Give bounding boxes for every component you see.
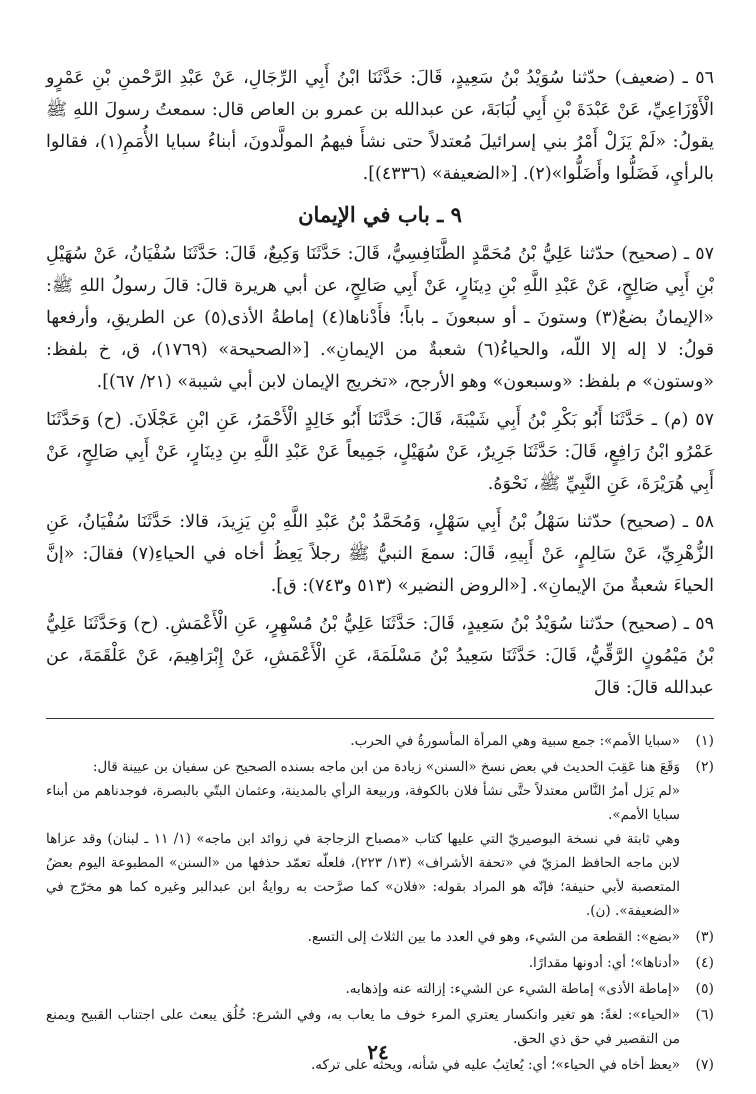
footnote-number: (٦) bbox=[695, 1007, 714, 1023]
footnote-text: «إماطة الأذى» إماطة الشيء عن الشيء: إزالته عنه وإذهابه. bbox=[345, 981, 680, 997]
footnote-2 bbox=[46, 755, 714, 923]
footnote-number: (٧) bbox=[695, 1057, 714, 1073]
footnote-text: وهي ثابتة في نسخة البوصيريّ التي عليها كتاب «مصباح الزجاجة في زوائد ابن ماجه» (١/ ١١ ـ لبنان) وقد عزاها لابن ماجه الحافظ المزيّ في «تحفة الأشراف» (١٣/ ٢٢٣)، فلعلّه تعمّد حذفها من «السنن» المطبوعة اليوم بعضُ المتعصبة لأبي حنيفة؛ فإنّه هو المراد بقوله: «فلان» كما صرَّحت به روايةُ ابن عبدالبر وغيره كما هو مخرّج في «الضعيفة». (ن). bbox=[46, 831, 681, 919]
footnote-text: وَقَعَ هنا عَقِبَ الحديث في بعض نسخ «السنن» زيادة من ابن ماجه بسنده الصحيح عن سفيان بن عيينة قال: bbox=[92, 759, 680, 775]
footnote-text: «يعظ أخاه في الحياء»؛ أي: يُعاتِبُ عليه في شأنه، ويحثه على تركه. bbox=[310, 1057, 680, 1073]
footnote-text: «سبايا الأمم»: جمع سبية وهي المرأة المأسورةُ في الحرب. bbox=[350, 733, 680, 749]
footnote-number: (٥) bbox=[695, 981, 714, 997]
hadith-56: ٥٦ ـ (ضعيف) حدّثنا سُوَيْدُ بْنُ سَعِيدٍ، قَالَ: حَدَّثَنَا ابْنُ أَبِي الرِّجَالِ، عَنْ عَبْدِ الرَّحْمنِ بْنِ عَمْرٍو الْأَوْزَاعِيِّ، عَنْ عَبْدَةَ بْنِ أَبِي لُبَابَةَ، عن عبدالله بن عمرو بن العاص قال: سمعتُ رسولَ اللهِ ﷺ يقولُ: «لَمْ يَزَلْ أَمْرُ بني إسرائيلَ مُعتدلاً حتى نشأَ فيهمُ المولَّدونَ، أبناءُ سبايا الأُمَمِ(١)، فقالوا بالرأيِ، فَضَلُّوا وأَضَلُّوا»(٢). [«الضعيفة» (٤٣٣٦)]. bbox=[46, 68, 714, 184]
hadith-57-m: ٥٧ (م) ـ حَدَّثَنَا أَبُو بَكْرِ بْنُ أَبِي شَيْبَةَ، قَالَ: حَدَّثَنَا أَبُو خَالِدٍ الْأَحْمَرُ، عَنِ ابْنِ عَجْلَانَ. (ح) وَحَدَّثَنَا عَمْرُو ابْنُ رَافِعٍ، قَالَ: حَدَّثَنَا جَرِيرٌ، عَنْ سُهَيْلٍ، جَمِيعاً عَنْ عَبْدِ اللَّهِ بنِ دِينَارٍ، عَنْ أَبِي صَالِحٍ، عَنْ أَبِي هُرَيْرَةَ، عَنِ النَّبِيِّ ﷺ، نَحْوَهُ. bbox=[46, 410, 714, 494]
hadith-58: ٥٨ ـ (صحيح) حدّثنا سَهْلُ بْنُ أَبِي سَهْلٍ، وَمُحَمَّدُ بْنُ عَبْدِ اللَّهِ بْنِ يَزِيدَ، قالا: حَدَّثَنَا سُفْيَانُ، عَنِ الزُّهْرِيِّ، عَنْ سَالِمٍ، عَنْ أَبِيهِ، قَالَ: سمعَ النبيُّ ﷺ رجلاً يَعِظُ أخاه في الحياءِ(٧) فقالَ: «إنَّ الحياءَ شعبةٌ منَ الإيمانِ». [«الروض النضير» (٥١٣ و٧٤٣): ق]. bbox=[46, 512, 714, 596]
chapter-heading: ٩ ـ باب في الإيمان bbox=[298, 202, 462, 227]
footnote-3 bbox=[46, 925, 714, 949]
footnote-text: «أدناها»؛ أي: أدونها مقدارًا. bbox=[528, 955, 680, 971]
footnote-number: (١) bbox=[695, 733, 714, 749]
footnotes bbox=[46, 729, 714, 1077]
footnote-text: «لم يَزل أمرُ النَّاس معتدلاً حتَّى نشأ فلان بالكوفة، وربيعة الرأي بالمدينة، وعثمان البتّي بالبصرة، فوجدناهم من أبناء سبايا الأمم». bbox=[46, 783, 680, 823]
hadith-59: ٥٩ ـ (صحيح) حدّثنا سُوَيْدُ بْنُ سَعِيدٍ، قَالَ: حَدَّثَنَا عَلِيُّ بْنُ مُسْهِرٍ، عَنِ الْأَعْمَشِ. (ح) وَحَدَّثَنَا عَلِيُّ بْنُ مَيْمُونٍ الرَّقِّيُّ، قَالَ: حَدَّثَنَا سَعِيدُ بْنُ مَسْلَمَةَ، عَنِ الْأَعْمَشِ، عَنْ إِبْرَاهِيمَ، عَنْ عَلْقَمَةَ، عن عبدالله قالَ: قالَ bbox=[46, 614, 714, 698]
footnote-number: (٢) bbox=[695, 759, 714, 775]
footnote-number: (٣) bbox=[695, 929, 714, 945]
footnote-divider bbox=[46, 718, 714, 719]
footnote-text: «بضع»: القطعة من الشيء، وهو في العدد ما بين الثلاث إلى التسع. bbox=[307, 929, 680, 945]
hadith-57: ٥٧ ـ (صحيح) حدّثنا عَلِيُّ بْنُ مُحَمَّدٍ الطَّنَافِسِيُّ، قَالَ: حَدَّثَنَا وَكِيعٌ، قَالَ: حَدَّثَنَا سُفْيَانُ، عَنْ سُهَيْلِ بْنِ أَبِي صَالِحٍ، عَنْ عَبْدِ اللَّهِ بْنِ دِينَارٍ، عَنْ أَبِي صَالِحٍ، عن أبي هريرة قالَ: قالَ رسولُ اللهِ ﷺ: «الإيمانُ بضعٌ(٣) وستونَ ـ أو سبعونَ ـ باباً؛ فأَدْناها(٤) إماطةُ الأذى(٥) عن الطريقِ، وأرفعها قولُ: لا إله إلا اللّه، والحياءُ(٦) شعبةٌ من الإيمانِ». [«الصحيحة» (١٧٦٩)، ق، خ بلفظ: «وستون» م بلفظ: «وسبعون» وهو الأرجح، «تخريج الإيمان لابن أبي شيبة» (٢١/ ٦٧)]. bbox=[46, 244, 714, 392]
page-number: ٢٤ bbox=[367, 1040, 389, 1064]
footnote-4 bbox=[46, 951, 714, 975]
footnote-text: «الحياء»: لغةً: هو تغير وانكسار يعتري المرء خوف ما يعاب به، وفي الشرع: خُلُق يبعث على اجتناب القبيح ويمنع من التقصير في حق ذي الحق. bbox=[46, 1007, 680, 1047]
footnote-1 bbox=[46, 729, 714, 753]
footnote-number: (٤) bbox=[695, 955, 714, 971]
page-body bbox=[46, 62, 714, 1079]
footnote-5 bbox=[46, 977, 714, 1001]
